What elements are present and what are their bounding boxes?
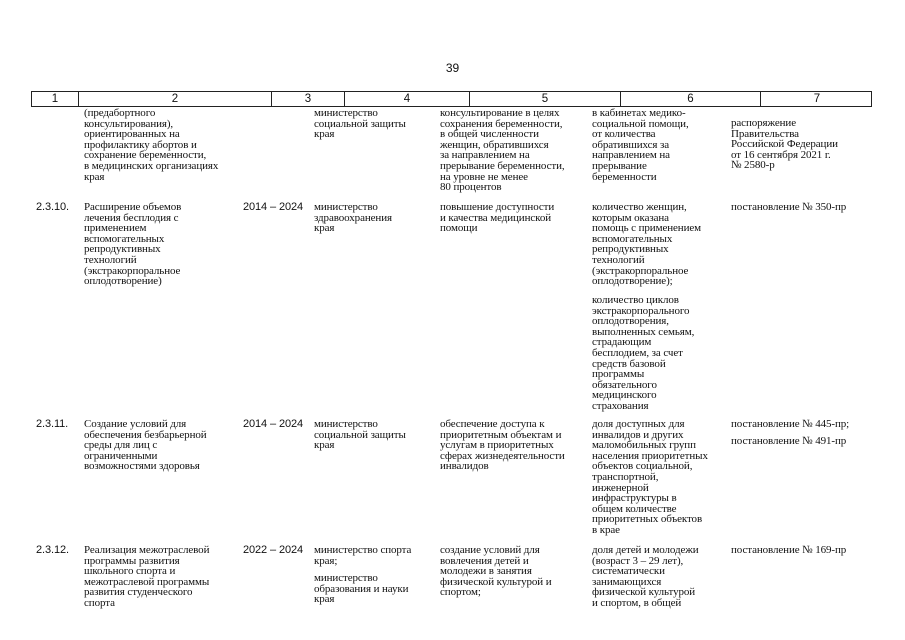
- row-0-name: (предабортного консультирования), ориентированных на профилактику абортов и сохранение беременности, в медицинских организациях края: [84, 107, 219, 183]
- row-3-name: Реализация межотраслевой программы развития школьного спорта и межотраслевой программы развития студенческого спорта: [84, 544, 210, 609]
- row-3-document: постановление № 169-пр: [731, 544, 847, 556]
- row-0-indicator: в кабинетах медико- социальной помощи, от количества обратившихся за направлением на прерывание беременности: [592, 107, 689, 183]
- row-3-executor-1: министерство спорта края;: [314, 544, 412, 567]
- row-3-number: 2.3.12.: [36, 544, 69, 556]
- row-3-indicator: доля детей и молодежи (возраст 3 – 29 лет), систематически занимающихся физической культурой и спортом, в общей: [592, 544, 699, 609]
- header-col-3: 3: [271, 92, 344, 106]
- header-col-1: 1: [51, 93, 59, 105]
- row-0-result: консультирование в целях сохранения беременности, в общей численности женщин, обратившихся за направлением на прерывание беременности, на уровне не менее 80 процентов: [440, 107, 565, 194]
- header-col-4: 4: [344, 92, 469, 106]
- row-1-name: Расширение объемов лечения бесплодия с применением вспомогательных репродуктивных технологий (экстракорпоральное оплодотворение): [84, 201, 182, 288]
- page-number: 39: [445, 61, 460, 75]
- header-col-7: 7: [760, 92, 873, 106]
- row-0-document: распоряжение Правительства Российской Федерации от 16 сентября 2021 г. № 2580-р: [731, 117, 838, 172]
- row-1-document: постановление № 350-пр: [731, 201, 847, 213]
- row-1-number: 2.3.10.: [36, 201, 69, 213]
- row-1-result: повышение доступности и качества медицинской помощи: [440, 201, 555, 235]
- row-0-executor: министерство социальной защиты края: [314, 107, 406, 141]
- row-2-document-1: постановление № 445-пр;: [731, 418, 850, 430]
- header-col-2: 2: [78, 92, 271, 106]
- row-2-document-2: постановление № 491-пр: [731, 435, 847, 447]
- row-2-indicator: доля доступных для инвалидов и других маломобильных групп населения приоритетных объектов социальной, транспортной, инженерной инфраструктуры в общем количестве приоритетных объектов в крае: [592, 418, 708, 536]
- row-2-result: обеспечение доступа к приоритетным объектам и услугам в приоритетных сферах жизнедеятельности инвалидов: [440, 418, 565, 473]
- header-col-6: 6: [620, 92, 760, 106]
- row-3-period: 2022 – 2024: [243, 544, 304, 556]
- row-1-indicator-1: количество женщин, которым оказана помощь с применением вспомогательных репродуктивных технологий (экстракорпоральное оплодотворение);: [592, 201, 702, 288]
- row-3-executor-2: министерство образования и науки края: [314, 572, 409, 606]
- row-1-indicator-2: количество циклов экстракорпорального оплодотворения, выполненных семьям, страдающим бесплодием, за счет средств базовой программы обязательного медицинского страхования: [592, 294, 695, 412]
- table-header-row: [31, 91, 872, 107]
- row-2-name: Создание условий для обеспечения безбарьерной среды для лиц с ограниченными возможностями здоровья: [84, 418, 207, 473]
- row-2-period: 2014 – 2024: [243, 418, 304, 430]
- row-1-period: 2014 – 2024: [243, 201, 304, 213]
- row-3-result: создание условий для вовлечения детей и молодежи в занятия физической культурой и спортом;: [440, 544, 552, 599]
- header-col-5: 5: [469, 92, 620, 106]
- row-1-executor: министерство здравоохранения края: [314, 201, 392, 235]
- row-2-executor: министерство социальной защиты края: [314, 418, 406, 452]
- row-2-number: 2.3.11.: [36, 418, 69, 430]
